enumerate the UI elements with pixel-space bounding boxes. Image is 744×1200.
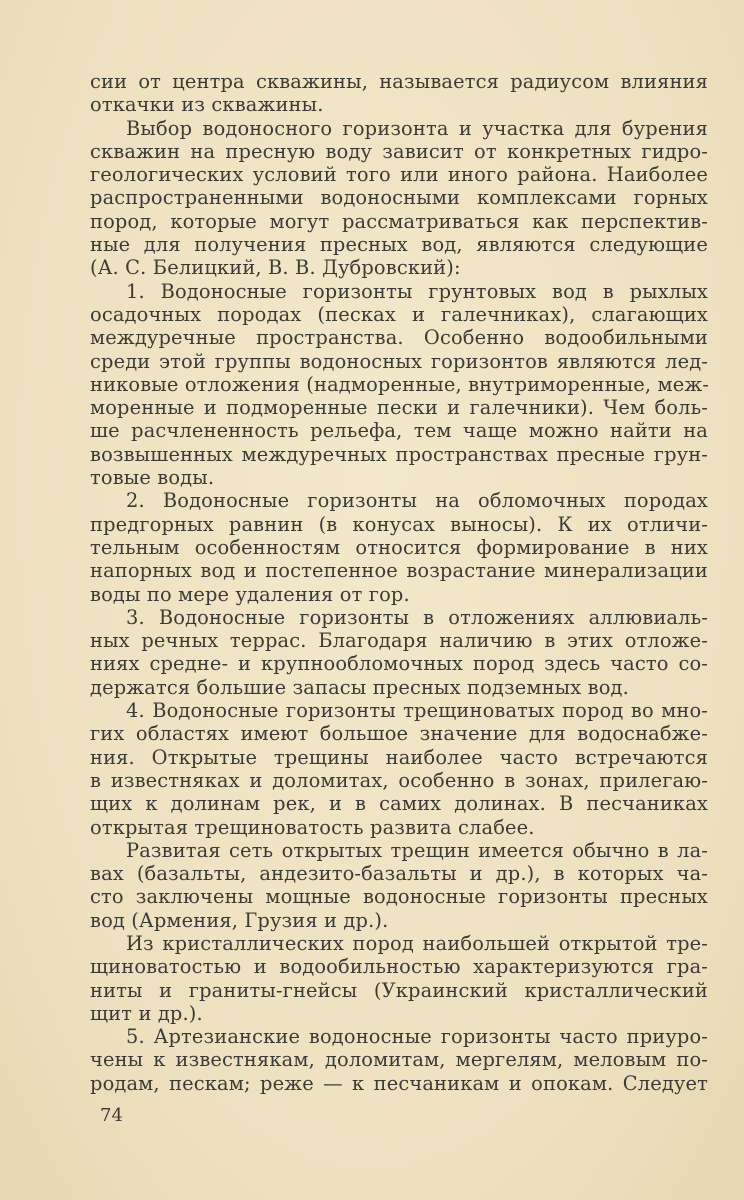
text-line: щит и др.). [90,1001,203,1025]
text-line: вод (Армения, Грузия и др.). [90,908,389,932]
text-line: щиноватостью и водообильностью характеризуются гра- [90,955,708,979]
text-line: Выбор водоносного горизонта и участка для бурения [126,116,708,140]
text-line: товые воды. [90,466,215,490]
text-line: междуречные пространства. Особенно водообильными [90,326,708,350]
text-line: ше расчлененность рельефа, тем чаще можно найти на [90,419,708,443]
text-line: геологических условий того или иного района. Наиболее [90,163,708,187]
text-line: 1. Водоносные горизонты грунтовых вод в рыхлых [126,279,708,303]
text-line: открытая трещиноватость развита слабее. [90,815,535,839]
text-line: щих к долинам рек, и в самих долинах. В песчаниках [90,792,708,816]
page-number: 74 [100,1105,123,1126]
text-line: никовые отложения (надморенные, внутриморенные, меж- [90,372,710,396]
text-line: ниты и граниты-гнейсы (Украинский кристаллический [90,978,708,1002]
text-line: возвышенных междуречных пространствах пресные грун- [90,442,708,466]
text-line: тельным особенностям относится формирование в них [90,535,708,559]
body-text [90,70,708,1095]
text-line: 4. Водоносные горизонты трещиноватых пород во мно- [126,699,708,723]
text-line: ные для получения пресных вод, являются следующие [90,233,708,257]
text-line: 3. Водоносные горизонты в отложениях аллювиаль- [126,605,708,629]
text-line: (А. С. Белицкий, В. В. Дубровский): [90,256,461,280]
text-line: напорных вод и постепенное возрастание минерализации [90,559,708,583]
text-line: 5. Артезианские водоносные горизонты часто приуро- [126,1025,708,1049]
text-line: ных речных террас. Благодаря наличию в этих отложе- [90,629,708,653]
text-line: ниях средне- и крупнообломочных пород здесь часто со- [90,652,708,676]
text-line: чены к известнякам, доломитам, мергелям, меловым по- [90,1048,708,1072]
text-line: Из кристаллических пород наибольшей открытой тре- [126,931,708,955]
text-line: осадочных породах (песках и галечниках), слагающих [90,302,708,326]
text-line: воды по мере удаления от гор. [90,582,410,606]
text-line: вах (базальты, андезито-базальты и др.), в которых ча- [90,862,708,886]
text-line: моренные и подморенные пески и галечники). Чем боль- [90,396,708,420]
text-line: пород, которые могут рассматриваться как перспектив- [90,209,708,233]
text-line: гих областях имеют большое значение для водоснабже- [90,722,708,746]
text-line: 2. Водоносные горизонты на обломочных породах [126,489,708,513]
text-line: держатся большие запасы пресных подземных вод. [90,675,629,699]
text-line: сто заключены мощные водоносные горизонты пресных [90,885,708,909]
text-line: среди этой группы водоносных горизонтов являются лед- [90,349,708,373]
text-line: Развитая сеть открытых трещин имеется обычно в ла- [126,838,708,862]
text-line: распространенными водоносными комплексами горных [90,186,708,210]
text-line: в известняках и доломитах, особенно в зонах, прилегаю- [90,768,708,792]
text-line: родам, пескам; реже — к песчаникам и опокам. Следует [90,1071,708,1095]
text-line: откачки из скважины. [90,93,324,117]
text-line: сии от центра скважины, называется радиусом влияния [90,70,708,93]
text-line: скважин на пресную воду зависит от конкретных гидро- [90,139,708,163]
text-line: предгорных равнин (в конусах выносы). К их отличи- [90,512,708,536]
text-line: ния. Открытые трещины наиболее часто встречаются [90,745,708,769]
